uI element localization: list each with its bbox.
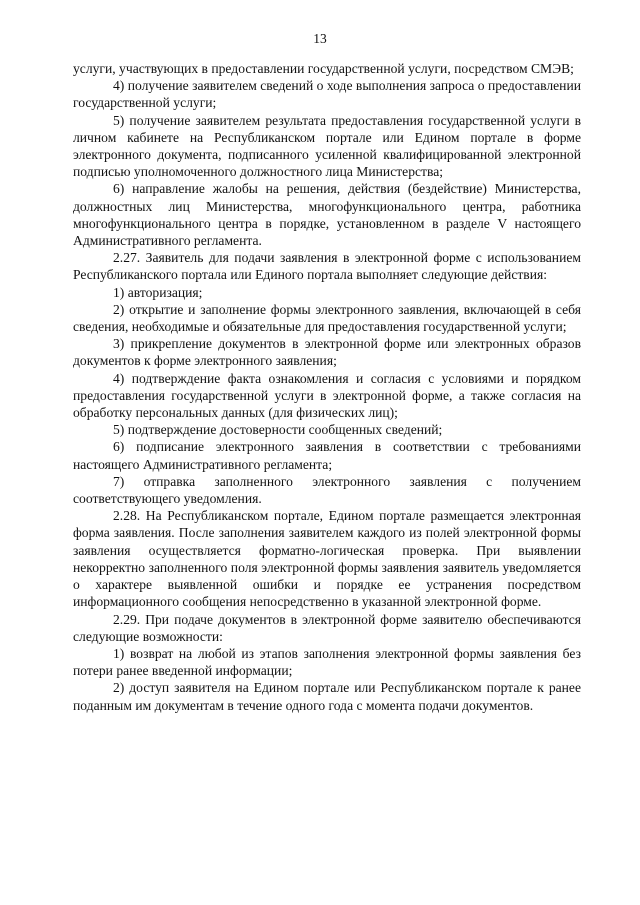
paragraph: 2.29. При подаче документов в электронной форме заявителю обеспечиваются следующие возможности: bbox=[73, 611, 581, 644]
paragraph: 2) доступ заявителя на Едином портале или Республиканском портале к ранее поданным им документам в течение одного года с момента подачи документов. bbox=[73, 680, 581, 713]
paragraph: 3) прикрепление документов в электронной форме или электронных образов документов к форме электронного заявления; bbox=[73, 336, 581, 369]
paragraph: услуги, участвующих в предоставлении государственной услуги, посредством СМЭВ; bbox=[73, 61, 574, 76]
paragraph: 6) подписание электронного заявления в соответствии с требованиями настоящего Административного регламента; bbox=[73, 439, 581, 472]
page-number: 13 bbox=[313, 31, 327, 46]
paragraph: 6) направление жалобы на решения, действия (бездействие) Министерства, должностных лиц Министерства, многофункционального центра, работника многофункционального центра в порядке, установленном в разделе V настоящего Административного регламента. bbox=[73, 181, 581, 249]
paragraph: 2.27. Заявитель для подачи заявления в электронной форме с использованием Республиканского портала или Единого портала выполняет следующие действия: bbox=[73, 250, 581, 283]
paragraph: 4) получение заявителем сведений о ходе выполнения запроса о предоставлении государственной услуги; bbox=[73, 78, 581, 111]
paragraph: 4) подтверждение факта ознакомления и согласия с условиями и порядком предоставления государственной услуги в электронной форме, а также согласия на обработку персональных данных (для физических лиц); bbox=[73, 370, 581, 421]
paragraph: 2.28. На Республиканском портале, Едином портале размещается электронная форма заявления. После заполнения заявителем каждого из полей электронной формы заявления осуществляется форматно-логическая проверка. При выявлении некорректно заполненного поля электронной формы заявления заявитель уведомляется о характере выявленной ошибки и порядке ее устранения посредством информационного сообщения непосредственно в указанной электронной форме. bbox=[73, 508, 581, 610]
paragraph: 5) подтверждение достоверности сообщенных сведений; bbox=[113, 422, 443, 438]
paragraph: 1) авторизация; bbox=[113, 284, 203, 300]
paragraph: 7) отправка заполненного электронного заявления с получением соответствующего уведомления. bbox=[73, 473, 581, 507]
paragraph: 5) получение заявителем результата предоставления государственной услуги в личном кабинете на Республиканском портале или Едином портале в форме электронного документа, подписанного усиленной квалифицированной электронной подписью уполномоченного должностного лица Министерства; bbox=[73, 112, 581, 180]
paragraph: 2) открытие и заполнение формы электронного заявления, включающей в себя сведения, необходимые и обязательные для предоставления государственной услуги; bbox=[73, 301, 581, 335]
paragraph: 1) возврат на любой из этапов заполнения электронной формы заявления без потери ранее введенной информации; bbox=[73, 645, 581, 679]
document-body bbox=[73, 60, 581, 714]
